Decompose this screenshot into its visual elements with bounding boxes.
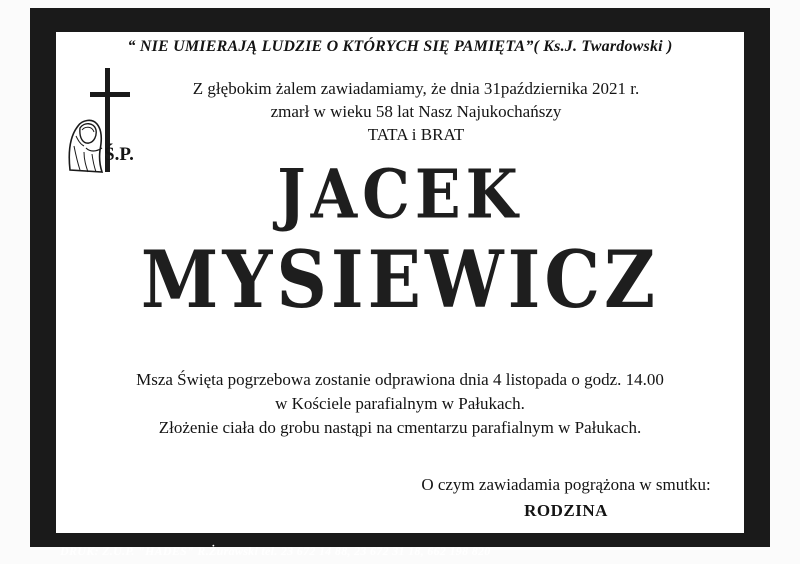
closing-line: O czym zawiadamia pogrążona w smutku:	[421, 475, 711, 494]
deceased-first-name: JACEK	[277, 155, 523, 235]
obituary-card	[54, 30, 746, 535]
announcement-intro	[116, 77, 716, 146]
service-line-2: w Kościele parafialnym w Pałukach.	[275, 394, 525, 413]
sp-label: Ś.P.	[104, 144, 134, 165]
printer-footer: DRUK: Z.U.P. "HADES" R.Żurawski tel. 23 672 14 88, 23 672 31 18, 662 198 820	[60, 544, 491, 558]
service-line-1: Msza Święta pogrzebowa zostanie odprawiona dnia 4 listopada o godz. 14.00	[136, 370, 664, 389]
service-line-3: Złożenie ciała do grobu nastąpi na cmentarzu parafialnym w Pałukach.	[158, 418, 642, 437]
motto-quote: “ NIE UMIERAJĄ LUDZIE O KTÓRYCH SIĘ PAMIĘTA”( Ks.J. Twardowski )	[127, 38, 673, 55]
intro-line-2: zmarł w wieku 58 lat Nasz Najukochańszy	[270, 102, 562, 121]
family-signature: RODZINA	[524, 501, 608, 520]
funeral-service-info	[56, 368, 744, 440]
intro-line-1: Z głębokim żalem zawiadamiamy, że dnia 31października 2021 r.	[192, 79, 640, 98]
deceased-last-name: MYSIEWICZ	[140, 233, 660, 326]
intro-line-3: TATA i BRAT	[367, 125, 465, 144]
closing-signature	[396, 472, 736, 524]
